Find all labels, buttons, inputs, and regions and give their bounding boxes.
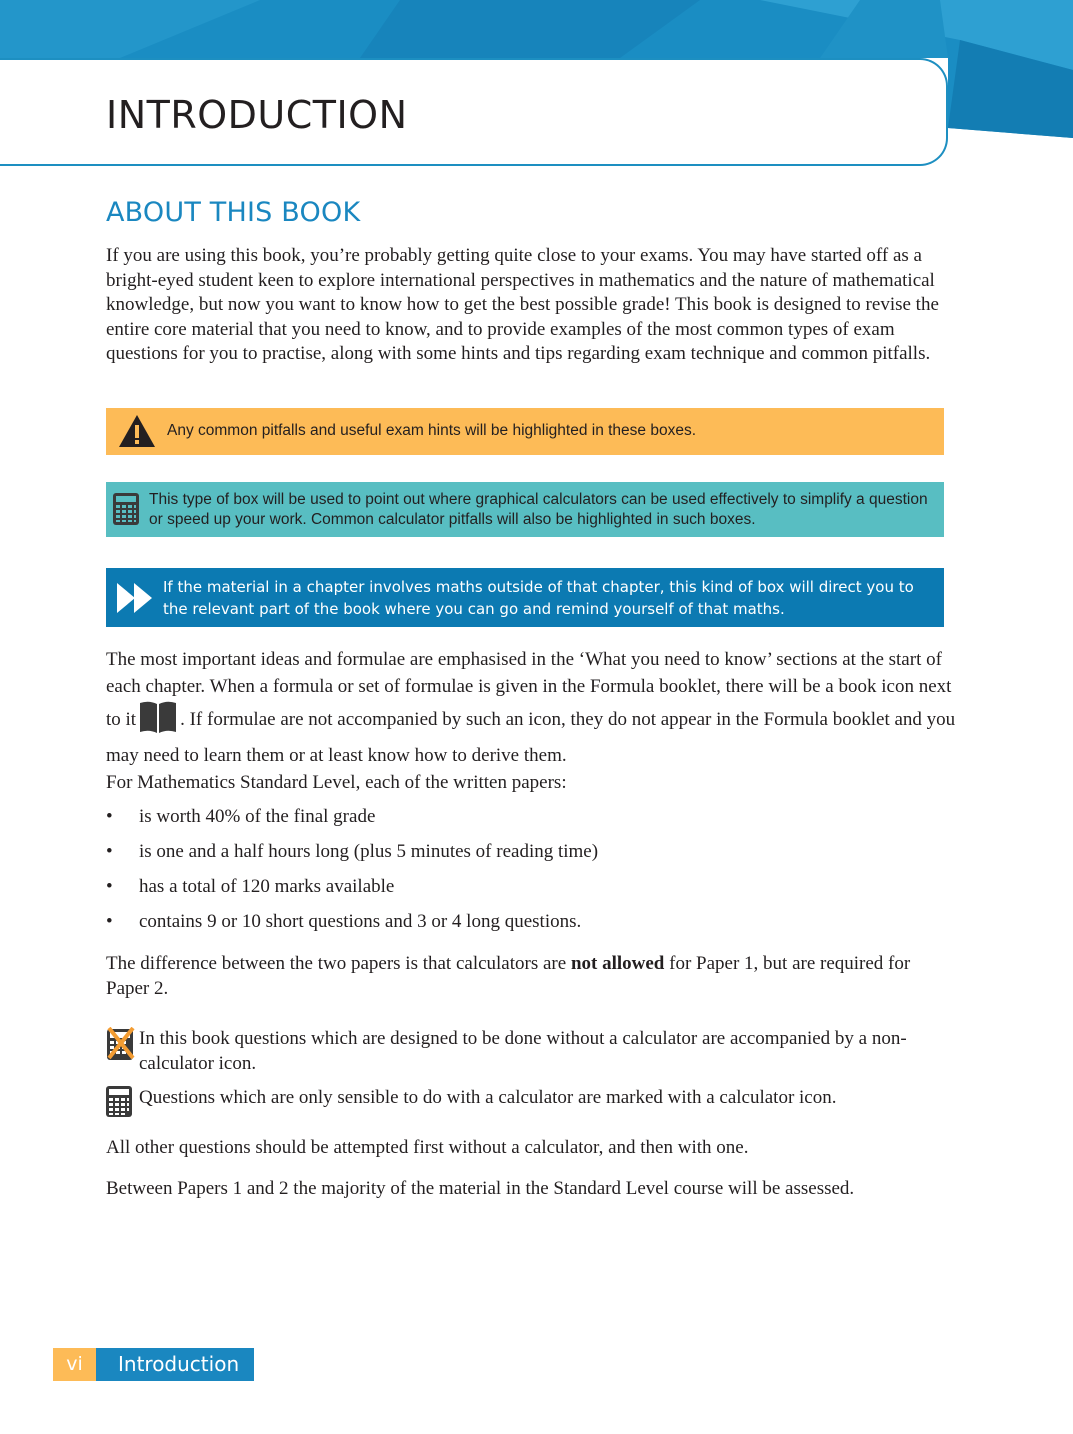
- calculator-box: [106, 482, 944, 537]
- difference-text-after: for Paper 1, but are required for Paper 2.: [106, 953, 911, 999]
- calculator-note: [106, 1086, 956, 1118]
- formula-text-after: . If formulae are not accompanied by such an icon, they do not appear in the Formula booklet and you may need to learn them or at least know how to derive them.: [106, 709, 956, 766]
- list-item: • has a total of 120 marks available: [106, 875, 956, 910]
- cross-reference-box: [106, 568, 944, 627]
- difference-text-before: The difference between the two papers is that calculators are: [106, 953, 571, 974]
- header-banner: [0, 0, 1073, 175]
- calculator-icon: [113, 493, 139, 530]
- non-calculator-note: [106, 1027, 956, 1077]
- cross-reference-text: If the material in a chapter involves maths outside of that chapter, this kind of box will direct you to the relevant part of the book where you can go and remind yourself of that maths.: [163, 578, 914, 618]
- formula-text-before: The most important ideas and formulae are emphasised in the ‘What you need to know’ sections at the start of each chapter. When a formula or set of formulae is given in the Formula booklet, there will be a book icon next to it: [106, 649, 952, 730]
- footer-page-number: vi: [53, 1348, 96, 1381]
- non-calculator-note-text: In this book questions which are designed to be done without a calculator are accompanied by a non-calculator icon.: [139, 1028, 907, 1074]
- calculator-box-text: This type of box will be used to point out where graphical calculators can be used effectively to simplify a question or speed up your work. Common calculator pitfalls will also be highlighted in such boxes.: [149, 491, 928, 528]
- papers-intro: For Mathematics Standard Level, each of the written papers:: [106, 772, 567, 793]
- book-icon: [138, 700, 178, 742]
- formula-paragraph: [106, 646, 956, 769]
- difference-text-bold: not allowed: [570, 953, 665, 974]
- pitfall-text: Any common pitfalls and useful exam hints will be highlighted in these boxes.: [167, 422, 697, 439]
- closing-paragraph-1: All other questions should be attempted first without a calculator, and then with one.: [106, 1137, 749, 1158]
- list-item: • is worth 40% of the final grade: [106, 805, 956, 840]
- calculator-note-text: Questions which are only sensible to do with a calculator are marked with a calculator icon.: [139, 1087, 837, 1108]
- list-item: • contains 9 or 10 short questions and 3 or 4 long questions.: [106, 910, 956, 945]
- papers-bullet-list: [106, 805, 956, 945]
- difference-paragraph: [106, 952, 956, 1001]
- non-calculator-icon: [106, 1027, 136, 1066]
- page-title: INTRODUCTION: [106, 93, 408, 137]
- warning-icon: [118, 414, 156, 453]
- list-item: • is one and a half hours long (plus 5 minutes of reading time): [106, 840, 956, 875]
- section-heading: ABOUT THIS BOOK: [106, 197, 361, 228]
- calculator-icon: [106, 1086, 134, 1123]
- intro-paragraph: If you are using this book, you’re probably getting quite close to your exams. You may have started off as a bright-eyed student keen to explore international perspectives in mathematics and the nature of mathematical knowledge, but now you want to know how to get the best possible grade! This book is designed to revise the entire core material that you need to know, and to provide examples of the most common types of exam questions for you to practise, along with some hints and tips regarding exam technique and common pitfalls.: [106, 245, 939, 364]
- fast-forward-icon: [117, 583, 153, 618]
- closing-paragraph-2: Between Papers 1 and 2 the majority of the material in the Standard Level course will be assessed.: [106, 1178, 855, 1199]
- pitfall-box: [106, 408, 944, 455]
- footer-section-label: Introduction: [96, 1348, 254, 1381]
